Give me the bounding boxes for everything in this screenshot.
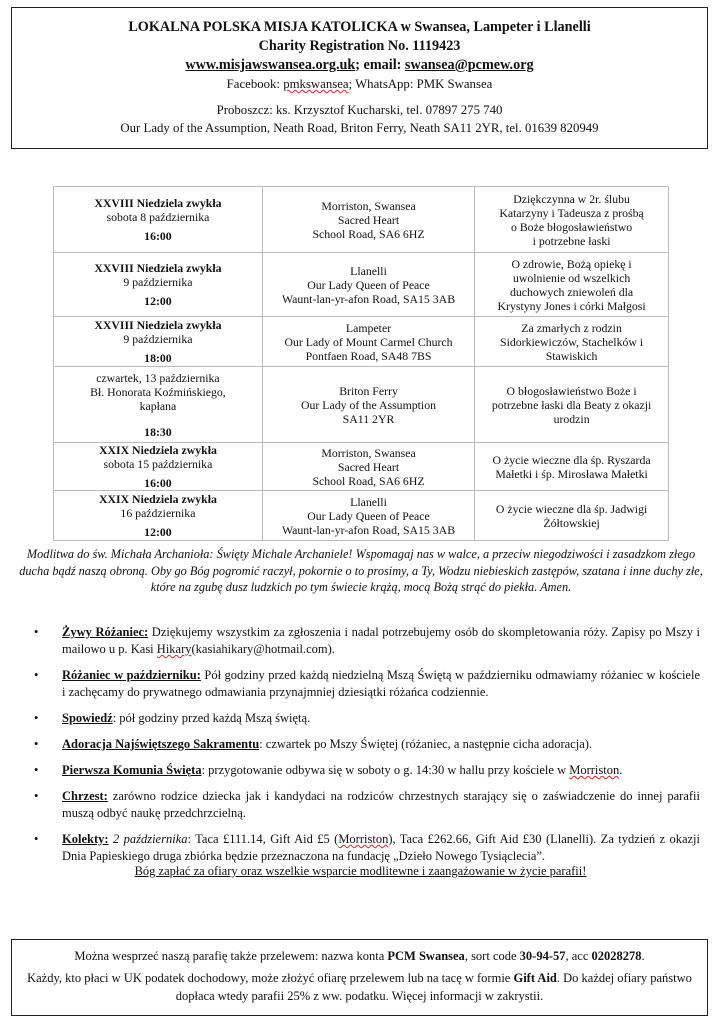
place-name: Morriston	[569, 763, 620, 777]
intention-line: Za zmarłych z rodzin	[521, 320, 622, 335]
day-cell	[54, 253, 263, 317]
place-line: Waunt-lan-yr-afon Road, SA15 3AB	[281, 522, 456, 537]
day-cell	[54, 491, 263, 541]
bullet-icon: •	[34, 763, 39, 777]
saint-title: kapłana	[139, 398, 177, 413]
day-date: 16 października	[120, 506, 196, 520]
notice-label: Pierwsza Komunia Święta	[62, 763, 202, 777]
place-line: School Road, SA6 6HZ	[312, 473, 425, 488]
contact-line	[12, 56, 707, 75]
notice-label: Spowiedź	[62, 711, 113, 725]
place-line: Our Lady of the Assumption	[301, 397, 437, 412]
intention-line: Stawiskich	[545, 348, 598, 363]
contact-email: (kasiahikary@hotmail.com).	[191, 642, 335, 656]
table-row	[54, 367, 669, 443]
place-cell	[262, 491, 474, 541]
saint-name: Bł. Honorata Koźmińskiego,	[90, 384, 226, 399]
footer-text: , acc	[565, 949, 592, 963]
list-item	[34, 710, 700, 727]
notices-list	[34, 624, 700, 874]
website-link[interactable]: www.misjawswansea.org.uk	[185, 57, 356, 73]
place-line: Our Lady Queen of Peace	[307, 508, 430, 523]
place-line: Lampeter	[345, 320, 392, 335]
bullet-icon: •	[34, 789, 39, 803]
whatsapp-text: ; WhatsApp: PMK Swansea	[348, 77, 493, 91]
intention-line: i potrzebne łaski	[532, 233, 611, 248]
mission-title: LOKALNA POLSKA MISJA KATOLICKA w Swansea, Lampeter i Llanelli	[128, 19, 591, 35]
sunday-name: XXIX Niedziela zwykła	[98, 443, 217, 457]
facebook-label: Facebook:	[226, 77, 284, 91]
sort-code: 30-94-57	[519, 949, 566, 963]
charity-number: Charity Registration No. 1119423	[258, 38, 461, 54]
mass-time: 18:00	[144, 351, 172, 365]
sunday-name: XXVIII Niedziela zwykła	[94, 261, 222, 275]
footer-text: .	[641, 949, 645, 963]
sunday-name: XXVIII Niedziela zwykła	[94, 196, 222, 210]
place-line: Llanelli	[350, 263, 387, 278]
day-cell	[54, 317, 263, 367]
intention-line: Żółtowskiej	[543, 515, 600, 530]
intention-cell	[475, 367, 669, 443]
table-row	[54, 443, 669, 491]
intention-line: uwolnienie od wszelkich	[512, 270, 631, 285]
place-line: Our Lady Queen of Peace	[307, 277, 430, 292]
table-row	[54, 317, 669, 367]
intention-line: Małetki i śp. Mirosława Małetki	[495, 466, 648, 481]
place-line: School Road, SA6 6HZ	[312, 226, 425, 241]
notice-text: Dziękujemy wszystkim za zgłoszenia i nadal potrzebujemy osób do skompletowania róży. Zapisy po Mszy i mailowo u p. Kasi	[62, 625, 700, 656]
list-item	[34, 667, 700, 701]
email-link[interactable]: swansea@pcmew.org	[404, 57, 534, 73]
footer-box	[11, 939, 708, 1016]
email-label: ; email:	[355, 57, 405, 73]
place-line: Sacred Heart	[337, 212, 400, 227]
mass-time: 12:00	[144, 525, 172, 539]
notice-text: ), Taca £262.66, Gift Aid £30 (Llanelli). Za tydzień z okazji Dnia Papieskiego druga zbiórka będzie przeznaczona na fundację „Dzieło Nowego Tysiąclecia”.	[62, 832, 700, 863]
place-line: Briton Ferry	[339, 383, 398, 398]
list-item	[34, 788, 700, 822]
social-line	[12, 75, 707, 93]
collection-date: 2 października	[108, 832, 188, 846]
parish-address: Our Lady of the Assumption, Neath Road, Briton Ferry, Neath SA11 2YR, tel. 01639 820949	[120, 121, 599, 135]
intention-line: O życie wieczne dla śp. Ryszarda	[492, 452, 651, 467]
facebook-handle: pmkswansea	[283, 77, 349, 91]
day-cell	[54, 443, 263, 491]
place-line: Pontfaen Road, SA48 7BS	[305, 348, 432, 363]
intention-line: o Boże błogosławieństwo	[510, 219, 633, 234]
list-item	[34, 762, 700, 779]
bullet-icon: •	[34, 737, 39, 751]
account-name: PCM Swansea	[387, 949, 465, 963]
gift-aid-label: Gift Aid	[513, 971, 557, 985]
intention-line: O błogosławieństwo Boże i	[506, 383, 637, 398]
notice-text: : przygotowanie odbywa się w soboty o g. 14:30 w hallu przy kościele w	[201, 763, 570, 777]
day-cell	[54, 367, 263, 443]
place-line: SA11 2YR	[342, 411, 395, 426]
notice-end: .	[619, 763, 623, 777]
table-row	[54, 253, 669, 317]
bullet-icon: •	[34, 711, 39, 725]
footer-text: Można wesprzeć naszą parafię także przelewem: nazwa konta	[74, 949, 388, 963]
intention-line: O życie wieczne dla śp. Jadwigi	[495, 501, 648, 516]
day-date: sobota 8 października	[106, 210, 210, 224]
day-date: 9 października	[123, 275, 193, 289]
mass-time: 16:00	[144, 229, 172, 243]
notice-text: Pół godziny przed każdą niedzielną Mszą Świętą w październiku odmawiamy różaniec w kościele i zachęcamy do prywatnego odmawiania przynajmniej dziesiątki różańca codziennie.	[62, 668, 700, 699]
notice-text: zarówno rodzice dziecka jak i kandydaci na rodziców chrzestnych starający się o zaświadczenie do innej parafii muszą odbyć naukę przedchrzcielną.	[62, 789, 700, 820]
place-line: Waunt-lan-yr-afon Road, SA15 3AB	[281, 291, 456, 306]
place-line: Sacred Heart	[337, 459, 400, 474]
intention-line: Sidorkiewiczów, Stachelków i	[500, 334, 644, 349]
intention-cell	[475, 491, 669, 541]
intention-cell	[475, 187, 669, 253]
mass-time: 16:00	[144, 476, 172, 490]
place-name: Morriston	[338, 832, 389, 846]
intention-line: O zdrowie, Bożą opiekę i	[511, 256, 632, 271]
bullet-icon: •	[34, 832, 39, 846]
place-line: Llanelli	[350, 494, 387, 509]
mass-time: 18:30	[144, 424, 172, 439]
notice-text: : czwartek po Mszy Świętej (różaniec, a następnie cicha adoracja).	[259, 737, 593, 751]
day-date: czwartek, 13 października	[96, 370, 220, 385]
intention-line: Katarzyny i Tadeusza z prośbą	[499, 205, 644, 220]
notice-label: Kolekty:	[62, 832, 109, 846]
prayer-text: Modlitwa do św. Michała Archanioła: Święty Michale Archanielе! Wspomagaj nas w walce, a przeciw niegodziwości i zasadzkom złego ducha bądź naszą obroną. Oby go Bóg pogromić raczył, pokornie o to prosimy, a Ty, Wodzu niebieskich zastępów, szatana i inne duchy złe, które na zgubę dusz ludzkich po tym świecie krążą, mocą Bożą strąć do piekła. Amen.	[19, 547, 703, 594]
day-date: 9 października	[123, 332, 193, 346]
sunday-name: XXIX Niedziela zwykła	[98, 492, 217, 506]
footer-text: , sort code	[464, 949, 520, 963]
notice-label: Chrzest:	[62, 789, 108, 803]
notice-text: : pół godziny przed każdą Mszą świętą.	[112, 711, 311, 725]
intention-line: potrzebne łaski dla Beaty z okazji	[491, 397, 652, 412]
bullet-icon: •	[34, 668, 39, 682]
place-cell	[262, 253, 474, 317]
header-box	[11, 7, 708, 149]
thanks-line: Bóg zapłać za ofiary oraz wszelkie wsparcie modlitewne i zaangażowanie w życie parafii!	[134, 864, 587, 878]
intention-cell	[475, 443, 669, 491]
bullet-icon: •	[34, 625, 39, 639]
place-cell	[262, 317, 474, 367]
list-item	[34, 831, 700, 865]
table-row	[54, 187, 669, 253]
contact-name: Hikary	[156, 642, 192, 656]
sunday-name: XXVIII Niedziela zwykła	[94, 318, 222, 332]
place-cell	[262, 443, 474, 491]
intention-line: Dziękczynna w 2r. ślubu	[513, 191, 630, 206]
place-cell	[262, 367, 474, 443]
footer-text: Każdy, kto płaci w UK podatek dochodowy, może złożyć ofiarę przelewem lub na tacę w formie	[27, 971, 514, 985]
notice-label: Żywy Różaniec:	[62, 625, 149, 639]
table-row	[54, 491, 669, 541]
place-line: Our Lady of Mount Carmel Church	[284, 334, 453, 349]
list-item	[34, 736, 700, 753]
bank-transfer-info	[26, 947, 693, 965]
place-line: Morriston, Swansea	[321, 445, 416, 460]
place-cell	[262, 187, 474, 253]
list-item	[34, 624, 700, 658]
intention-line: duchowych zniewoleń dla	[510, 284, 634, 299]
notice-label: Adoracja Najświętszego Sakramentu	[62, 737, 260, 751]
place-line: Morriston, Swansea	[321, 198, 416, 213]
priest-info: Proboszcz: ks. Krzysztof Kucharski, tel. 07897 275 740	[216, 103, 503, 117]
footer-text: . Do każdej ofiary państwo dopłaca wtedy parafii 25% z ww. podatku. Więcej informacji w zakrystii.	[175, 971, 692, 1003]
notice-text: : Taca £111.14, Gift Aid £5 (	[187, 832, 339, 846]
mass-time: 12:00	[144, 294, 172, 308]
mass-schedule-table	[53, 186, 669, 541]
day-cell	[54, 187, 263, 253]
intention-cell	[475, 253, 669, 317]
day-date: sobota 15 października	[103, 457, 213, 471]
intention-line: Krystyny Jones i córki Małgosi	[497, 298, 646, 313]
account-number: 02028278	[591, 949, 642, 963]
notice-label: Różaniec w październiku:	[62, 668, 201, 682]
gift-aid-info	[26, 969, 693, 1005]
intention-cell	[475, 317, 669, 367]
intention-line: urodzin	[553, 411, 590, 426]
